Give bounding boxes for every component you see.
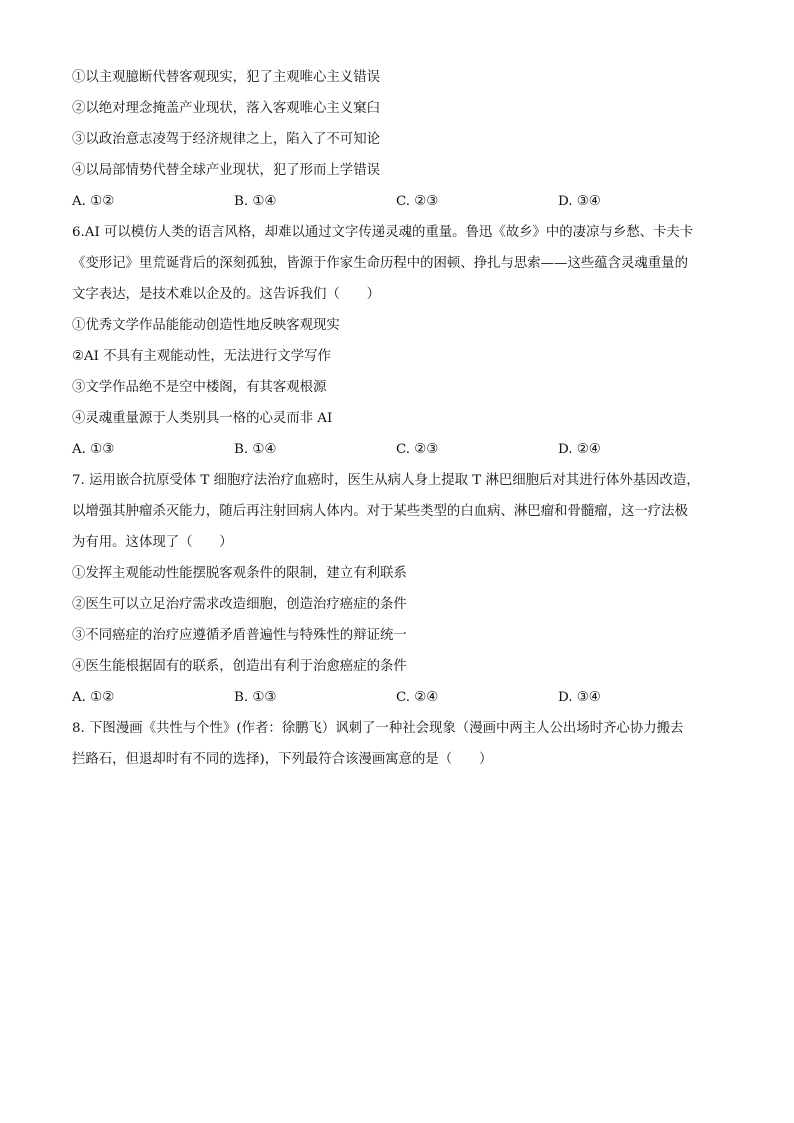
question-7 [72,465,722,713]
q5-option-c: C. ②③ [396,194,439,209]
q7-options [72,682,722,713]
q7-statement-1: ①发挥主观能动性能摆脱客观条件的限制，建立有利联系 [72,566,407,581]
q6-options [72,434,722,465]
q5-statement-3: ③以政治意志凌驾于经济规律之上，陷入了不可知论 [72,132,380,147]
question-5-statements [72,62,722,186]
q5-option-a: A. ①② [72,194,115,209]
q6-option-a: A. ①③ [72,442,115,457]
q6-stem-line-3: 文字表达，是技术难以企及的。这告诉我们（ ） [72,287,380,302]
q5-option-b: B. ①④ [234,194,277,209]
q5-statement-4: ④以局部情势代替全球产业现状，犯了形而上学错误 [72,163,380,178]
q7-statement-2: ②医生可以立足治疗需求改造细胞，创造治疗癌症的条件 [72,597,407,612]
q6-statement-2: ②AI 不具有主观能动性，无法进行文学写作 [72,349,331,364]
q7-option-c: C. ②④ [396,690,439,705]
question-8 [72,713,722,775]
q7-statement-3: ③不同癌症的治疗应遵循矛盾普遍性与特殊性的辩证统一 [72,628,407,643]
q6-statement-3: ③文学作品绝不是空中楼阁，有其客观根源 [72,380,327,395]
q7-stem-line-1: 7. 运用嵌合抗原受体 T 细胞疗法治疗血癌时，医生从病人身上提取 T 淋巴细胞后对其进行体外基因改造， [72,473,700,488]
q6-stem-line-1: 6.AI 可以模仿人类的语言风格，却难以通过文字传递灵魂的重量。鲁迅《故乡》中的凄凉与乡愁、卡夫卡 [72,225,694,240]
q7-option-b: B. ①③ [234,690,277,705]
q5-statement-2: ②以绝对理念掩盖产业现状，落入客观唯心主义窠臼 [72,101,380,116]
q7-stem-line-3: 为有用。这体现了（ ） [72,535,233,550]
q5-option-d: D. ③④ [558,194,601,209]
q6-statement-4: ④灵魂重量源于人类别具一格的心灵而非 AI [72,411,333,426]
q8-stem-line-1: 8. 下图漫画《共性与个性》(作者：徐鹏飞）讽刺了一种社会现象（漫画中两主人公出场时齐心协力搬去 [72,721,684,736]
q5-statement-1: ①以主观臆断代替客观现实，犯了主观唯心主义错误 [72,70,380,85]
q6-option-b: B. ①④ [234,442,277,457]
page-content [72,62,722,775]
q7-stem-line-2: 以增强其肿瘤杀灭能力，随后再注射回病人体内。对于某些类型的白血病、淋巴瘤和骨髓瘤，这一疗法极 [72,504,688,519]
q6-option-d: D. ②④ [558,442,601,457]
q5-options [72,186,722,217]
q8-stem-line-2: 拦路石，但退却时有不同的选择)，下列最符合该漫画寓意的是（ ） [72,752,493,767]
q7-option-a: A. ①② [72,690,115,705]
q6-statement-1: ①优秀文学作品能能动创造性地反映客观现实 [72,318,340,333]
question-6 [72,217,722,465]
q7-statement-4: ④医生能根据固有的联系，创造出有利于治愈癌症的条件 [72,659,407,674]
q6-stem-line-2: 《变形记》里荒诞背后的深刻孤独，皆源于作家生命历程中的困顿、挣扎与思索——这些蕴含灵魂重量的 [72,256,688,271]
q7-option-d: D. ③④ [558,690,601,705]
q6-option-c: C. ②③ [396,442,439,457]
